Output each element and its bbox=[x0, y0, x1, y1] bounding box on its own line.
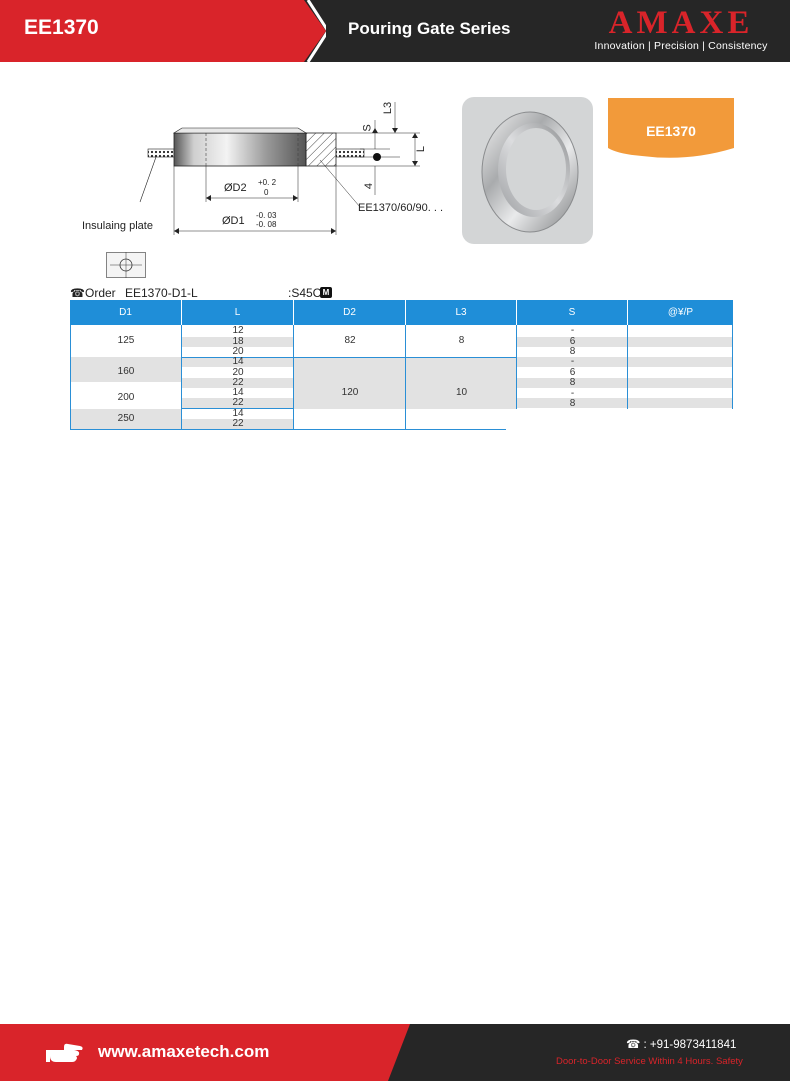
logo-wordmark: AMAXE bbox=[608, 5, 754, 41]
footer-phone-icon: ☎ bbox=[626, 1039, 641, 1051]
footer-phone[interactable] bbox=[626, 1037, 736, 1051]
logo-tagline: Innovation | Precision | Consistency bbox=[594, 40, 768, 52]
dim-4-label: 4 bbox=[363, 182, 376, 190]
cell-d1-250: 250 bbox=[117, 413, 135, 424]
cell-s: - bbox=[570, 388, 575, 399]
cell-l: 14 bbox=[232, 387, 244, 398]
cell-l: 14 bbox=[232, 408, 244, 419]
dim-D2-text: ØD2 bbox=[224, 182, 247, 194]
cell-l: 22 bbox=[232, 418, 244, 429]
header-d1: D1 bbox=[70, 300, 182, 325]
dim-L-label: L bbox=[415, 145, 428, 153]
product-photo bbox=[462, 97, 593, 244]
order-line bbox=[70, 286, 470, 300]
page-footer bbox=[0, 1024, 790, 1081]
cell-s: - bbox=[570, 325, 575, 336]
cell-l3-10: 10 bbox=[455, 387, 468, 398]
cell-l: 14 bbox=[232, 356, 244, 367]
material-icon: M bbox=[320, 287, 332, 298]
cell-s: 8 bbox=[569, 377, 576, 388]
cell-s: 8 bbox=[569, 346, 576, 357]
cell-l: 20 bbox=[232, 367, 244, 378]
footer-website-link[interactable]: www.amaxetech.com bbox=[98, 1042, 270, 1061]
dim-D1-label bbox=[222, 211, 277, 229]
top-view-sketch bbox=[106, 252, 146, 278]
insulating-plate-label: Insulaing plate bbox=[82, 220, 153, 232]
order-label: Order bbox=[85, 286, 116, 300]
cell-d1-200: 200 bbox=[117, 392, 135, 403]
order-code: EE1370-D1-L bbox=[125, 286, 198, 300]
header-s: S bbox=[517, 300, 628, 325]
cell-s: 6 bbox=[569, 336, 576, 347]
header-price: @¥/P bbox=[628, 300, 733, 325]
dim-D1-text: ØD1 bbox=[222, 215, 245, 227]
header-l: L bbox=[182, 300, 294, 325]
cell-l: 12 bbox=[232, 325, 244, 336]
phone-icon: ☎ bbox=[70, 286, 85, 300]
cell-d2-82: 82 bbox=[344, 335, 356, 346]
product-code: EE1370 bbox=[24, 16, 99, 39]
ring-image bbox=[462, 97, 593, 244]
cell-l: 20 bbox=[232, 346, 244, 357]
callout-part-number: EE1370/60/90. . . bbox=[358, 202, 444, 214]
page-header bbox=[0, 0, 790, 62]
cell-s: 8 bbox=[569, 398, 576, 409]
dim-D1-tol-upper: -0. 03 bbox=[256, 211, 277, 220]
footer-service-note: Door-to-Door Service Within 4 Hours. Safety bbox=[556, 1056, 743, 1067]
cell-s: - bbox=[570, 356, 575, 367]
cell-d1-160: 160 bbox=[117, 366, 135, 377]
cell-l: 22 bbox=[232, 377, 244, 388]
cell-d2-120: 120 bbox=[341, 387, 359, 398]
dim-L3-label: L3 bbox=[382, 101, 395, 115]
spec-table bbox=[70, 300, 733, 430]
cell-l: 22 bbox=[232, 397, 244, 408]
header-l3: L3 bbox=[406, 300, 517, 325]
badge-label: EE1370 bbox=[646, 123, 696, 139]
cell-d1-125: 125 bbox=[117, 335, 135, 346]
footer-phone-number: : +91-9873411841 bbox=[643, 1039, 737, 1051]
dim-S-label: S bbox=[361, 124, 374, 132]
dim-D2-tol-upper: +0. 2 bbox=[258, 178, 277, 187]
cell-s: 6 bbox=[569, 367, 576, 378]
dim-D2-tol-lower: 0 bbox=[264, 188, 269, 197]
material-value: :S45C bbox=[288, 286, 322, 300]
cell-l3-8: 8 bbox=[458, 335, 465, 346]
brand-logo[interactable] bbox=[586, 5, 776, 52]
cell-l: 18 bbox=[232, 336, 244, 347]
header-d2: D2 bbox=[294, 300, 406, 325]
pointing-hand-icon bbox=[46, 1038, 86, 1068]
series-title: Pouring Gate Series bbox=[348, 19, 511, 38]
dim-D2-label bbox=[224, 178, 277, 197]
dim-D1-tol-lower: -0. 08 bbox=[256, 220, 277, 229]
